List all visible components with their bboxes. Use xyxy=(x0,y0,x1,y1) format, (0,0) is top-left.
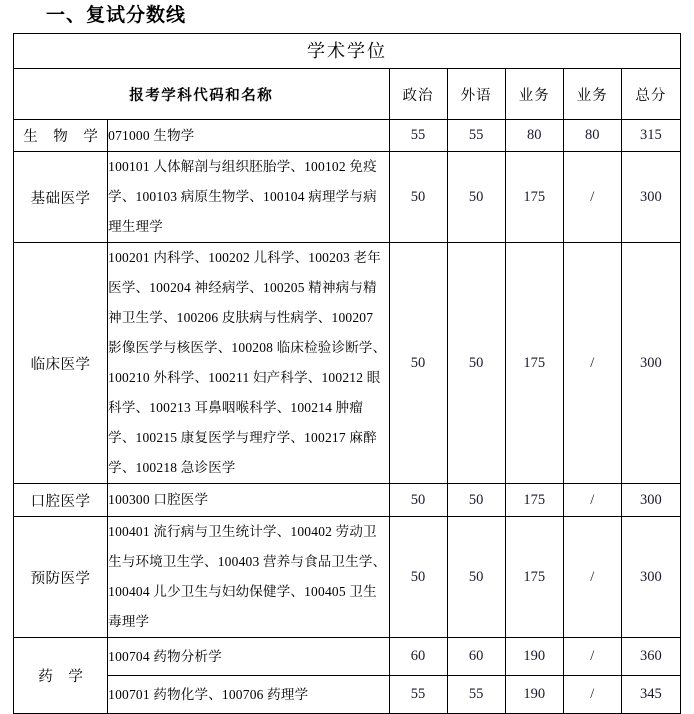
row-subjects: 100300 口腔医学 xyxy=(108,484,389,517)
row-total: 360 xyxy=(621,638,680,676)
header-politics: 政治 xyxy=(389,69,447,120)
table-row xyxy=(14,120,681,152)
row-professional-1: 175 xyxy=(505,484,563,517)
row-professional-2: / xyxy=(563,152,621,243)
table-header-row xyxy=(14,69,681,120)
row-politics: 50 xyxy=(389,152,447,243)
row-foreign-language: 50 xyxy=(447,517,505,638)
row-professional-2: / xyxy=(563,676,621,714)
row-category: 药 学 xyxy=(14,638,108,714)
table-banner-cell: 学术学位 xyxy=(14,34,681,69)
table-banner-row xyxy=(14,34,681,69)
header-subject-label: 报考学科代码和名称 xyxy=(129,87,274,104)
score-table-container xyxy=(13,33,681,714)
row-category: 基础医学 xyxy=(14,152,108,243)
table-row xyxy=(14,638,681,676)
row-politics: 50 xyxy=(389,484,447,517)
row-politics: 55 xyxy=(389,120,447,152)
row-professional-2: / xyxy=(563,638,621,676)
row-politics: 50 xyxy=(389,243,447,484)
table-row xyxy=(14,152,681,243)
row-total: 300 xyxy=(621,517,680,638)
header-foreign-language: 外语 xyxy=(447,69,505,120)
row-subjects: 100201 内科学、100202 儿科学、100203 老年医学、100204 神经病学、100205 精神病与精神卫生学、100206 皮肤病与性病学、100207 影像医学与核医学、100208 临床检验诊断学、100210 外科学、100211 妇产科学、100212 眼科学、100213 耳鼻咽喉科学、100214 肿瘤学、100215 康复医学与理疗学、100217 麻醉学、100218 急诊医学 xyxy=(108,243,389,484)
row-professional-1: 80 xyxy=(505,120,563,152)
row-professional-2: / xyxy=(563,243,621,484)
row-politics: 60 xyxy=(389,638,447,676)
row-category: 口腔医学 xyxy=(14,484,108,517)
header-subject xyxy=(14,69,390,120)
row-subjects: 100101 人体解剖与组织胚胎学、100102 免疫学、100103 病原生物学、100104 病理学与病理生理学 xyxy=(108,152,389,243)
row-total: 345 xyxy=(621,676,680,714)
row-professional-2: 80 xyxy=(563,120,621,152)
row-subjects: 071000 生物学 xyxy=(108,120,389,152)
row-subjects: 100704 药物分析学 xyxy=(108,638,389,676)
row-professional-2: / xyxy=(563,484,621,517)
row-foreign-language: 50 xyxy=(447,152,505,243)
header-professional-1: 业务 xyxy=(505,69,563,120)
table-row xyxy=(14,676,681,714)
row-professional-1: 175 xyxy=(505,152,563,243)
row-professional-2: / xyxy=(563,517,621,638)
row-total: 315 xyxy=(621,120,680,152)
row-foreign-language: 50 xyxy=(447,484,505,517)
table-row xyxy=(14,243,681,484)
header-professional-2: 业务 xyxy=(563,69,621,120)
row-professional-1: 190 xyxy=(505,676,563,714)
row-foreign-language: 60 xyxy=(447,638,505,676)
row-subjects: 100401 流行病与卫生统计学、100402 劳动卫生与环境卫生学、100403 营养与食品卫生学、100404 儿少卫生与妇幼保健学、100405 卫生毒理学 xyxy=(108,517,389,638)
row-foreign-language: 55 xyxy=(447,676,505,714)
row-foreign-language: 50 xyxy=(447,243,505,484)
row-professional-1: 175 xyxy=(505,243,563,484)
row-category: 预防医学 xyxy=(14,517,108,638)
row-politics: 55 xyxy=(389,676,447,714)
row-politics: 50 xyxy=(389,517,447,638)
row-professional-1: 190 xyxy=(505,638,563,676)
row-professional-1: 175 xyxy=(505,517,563,638)
table-row xyxy=(14,517,681,638)
row-subjects: 100701 药物化学、100706 药理学 xyxy=(108,676,389,714)
row-category: 临床医学 xyxy=(14,243,108,484)
row-total: 300 xyxy=(621,152,680,243)
row-foreign-language: 55 xyxy=(447,120,505,152)
row-category: 生 物 学 xyxy=(14,120,108,152)
table-row xyxy=(14,484,681,517)
row-total: 300 xyxy=(621,484,680,517)
header-total: 总分 xyxy=(621,69,680,120)
page-title: 一、复试分数线 xyxy=(46,5,187,26)
row-total: 300 xyxy=(621,243,680,484)
admission-score-table xyxy=(13,33,681,714)
